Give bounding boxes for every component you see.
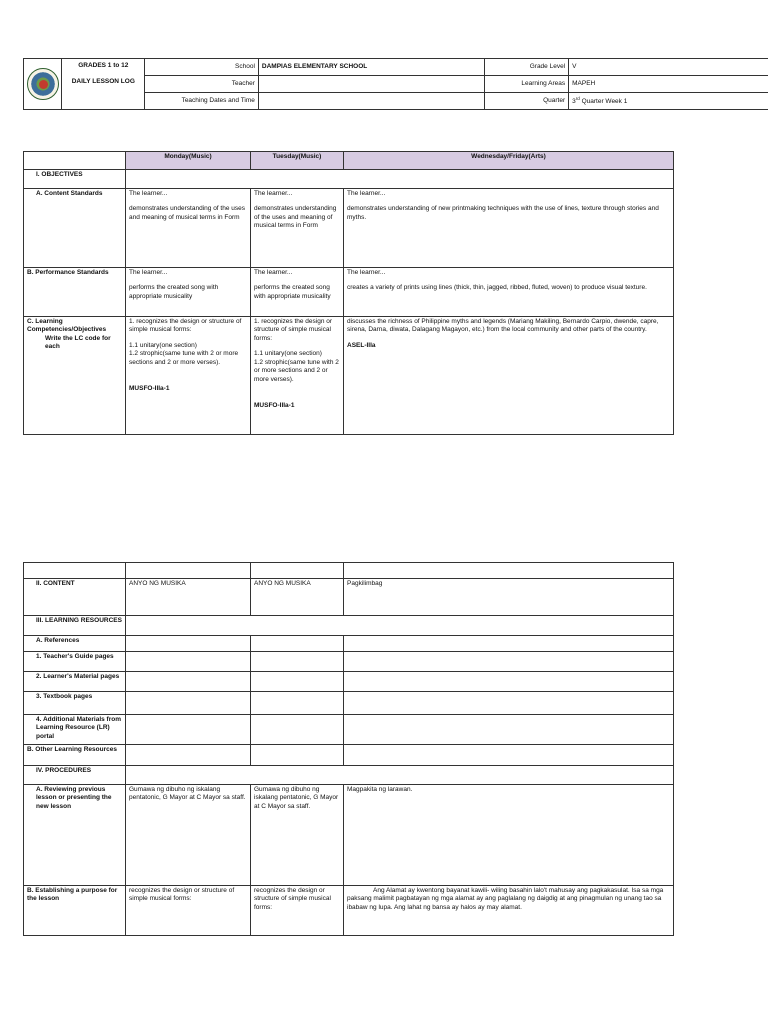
grade-value: V bbox=[569, 59, 768, 76]
teacher-value bbox=[258, 76, 484, 93]
performance-standards-tue: The learner... performs the created song with appropriate musicality bbox=[251, 268, 344, 317]
additional-materials-label: 4. Additional Materials from Learning Resource (LR) portal bbox=[24, 715, 126, 745]
areas-label: Learning Areas bbox=[484, 76, 568, 93]
deped-seal-icon bbox=[27, 68, 59, 100]
reviewing-mon: Gumawa ng dibuho ng iskalang pentatonic, G Mayor at C Mayor sa staff. bbox=[126, 785, 251, 886]
content-standards-wed: The learner... demonstrates understanding of new printmaking techniques with the use of lines, texture through stories and myths. bbox=[344, 189, 674, 268]
blank-cell bbox=[344, 715, 674, 745]
blank-cell bbox=[344, 745, 674, 766]
deped-seal bbox=[24, 59, 62, 110]
reviewing-tue: Gumawa ng dibuho ng iskalang pentatonic, G Mayor at C Mayor sa staff. bbox=[251, 785, 344, 886]
procedures-blank bbox=[126, 766, 674, 785]
purpose-tue: recognizes the design or structure of simple musical forms: bbox=[251, 886, 344, 936]
purpose-label: B. Establishing a purpose for the lesson bbox=[24, 886, 126, 936]
content-table bbox=[23, 562, 674, 936]
quarter-num: 3 bbox=[572, 97, 576, 105]
references-label: A. References bbox=[24, 636, 126, 652]
content-standards-mon: The learner... demonstrates understanding of the uses and meaning of musical terms in Form bbox=[126, 189, 251, 268]
content-wed: Pagkilimbag bbox=[344, 579, 674, 616]
blank-cell bbox=[126, 745, 251, 766]
col-wednesday-friday: Wednesday/Friday(Arts) bbox=[344, 152, 674, 170]
blank-cell bbox=[344, 636, 674, 652]
blank-cell bbox=[251, 745, 344, 766]
quarter-label: Quarter bbox=[484, 93, 568, 110]
learners-material-label: 2. Learner's Material pages bbox=[24, 672, 126, 692]
header-table bbox=[23, 58, 768, 110]
quarter-value bbox=[569, 93, 768, 110]
school-value: DAMPIAS ELEMENTARY SCHOOL bbox=[258, 59, 484, 76]
competencies-label: C. Learning Competencies/Objectives Write the LC code for each bbox=[24, 317, 126, 435]
corner-cell bbox=[24, 152, 126, 170]
blank-cell bbox=[251, 563, 344, 579]
blank-cell bbox=[251, 652, 344, 672]
competencies-wed: discusses the richness of Philippine myths and legends (Mariang Makiling, Bernardo Carpio, dwende, capre, sirena, Darna, diwata, Dalagang Magayon, etc.) from the local community and other parts of the country. ASEL-IIIa bbox=[344, 317, 674, 435]
blank-cell bbox=[126, 672, 251, 692]
lc-code-tue: MUSFO-IIIa-1 bbox=[254, 402, 295, 410]
reviewing-label: A. Reviewing previous lesson or presenting the new lesson bbox=[24, 785, 126, 886]
resources-label: III. LEARNING RESOURCES bbox=[24, 616, 126, 636]
dates-value bbox=[258, 93, 484, 110]
textbook-label: 3. Textbook pages bbox=[24, 692, 126, 715]
school-label: School bbox=[145, 59, 258, 76]
content-label: II. CONTENT bbox=[24, 579, 126, 616]
areas-value: MAPEH bbox=[569, 76, 768, 93]
quarter-sup: rd bbox=[575, 95, 580, 101]
content-standards-label: A. Content Standards bbox=[24, 189, 126, 268]
lc-code-mon: MUSFO-IIIa-1 bbox=[129, 385, 170, 393]
teachers-guide-label: 1. Teacher's Guide pages bbox=[24, 652, 126, 672]
teacher-label: Teacher bbox=[145, 76, 258, 93]
col-monday: Monday(Music) bbox=[126, 152, 251, 170]
content-mon: ANYO NG MUSIKA bbox=[126, 579, 251, 616]
dates-label: Teaching Dates and Time bbox=[145, 93, 258, 110]
blank-cell bbox=[126, 652, 251, 672]
objectives-table bbox=[23, 151, 674, 435]
reviewing-wed: Magpakita ng larawan. bbox=[344, 785, 674, 886]
blank-cell bbox=[344, 563, 674, 579]
objectives-label: I. OBJECTIVES bbox=[24, 170, 126, 189]
performance-standards-wed: The learner... creates a variety of prints using lines (thick, thin, jagged, ribbed, fluted, woven) to produce visual texture. bbox=[344, 268, 674, 317]
log-title bbox=[62, 59, 145, 110]
quarter-rest: Quarter Week 1 bbox=[579, 97, 628, 105]
performance-standards-label: B. Performance Standards bbox=[24, 268, 126, 317]
blank-cell bbox=[344, 672, 674, 692]
log-title-line2: DAILY LESSON LOG bbox=[71, 78, 135, 86]
blank-cell bbox=[251, 715, 344, 745]
blank-cell bbox=[344, 652, 674, 672]
purpose-wed: Ang Alamat ay kwentong bayanat kawili- wiling basahin lalo't mahusay ang pagkakasulat. Isa sa mga paksang malimit pagbatayan ng mga alamat ay ang paglalang ng daigdig at ang pinagmulan ng unang tao sa ibabaw ng lupa. Ang lahat ng bansa ay halos ay may alamat. bbox=[344, 886, 674, 936]
blank-cell bbox=[126, 715, 251, 745]
log-title-line1: GRADES 1 to 12 bbox=[78, 62, 129, 69]
competencies-tue: 1. recognizes the design or structure of simple musical forms: 1.1 unitary(one section) 1.2 strophic(same tune with 2 or more sections and 2 or more verses). MUSFO-IIIa-1 bbox=[251, 317, 344, 435]
lc-code-wed: ASEL-IIIa bbox=[347, 341, 376, 349]
other-resources-label: B. Other Learning Resources bbox=[24, 745, 126, 766]
blank-cell bbox=[126, 692, 251, 715]
grade-label: Grade Level bbox=[484, 59, 568, 76]
blank-cell bbox=[251, 692, 344, 715]
content-tue: ANYO NG MUSIKA bbox=[251, 579, 344, 616]
blank-cell bbox=[251, 672, 344, 692]
performance-standards-mon: The learner... performs the created song with appropriate musicality bbox=[126, 268, 251, 317]
resources-blank bbox=[126, 616, 674, 636]
blank-cell bbox=[126, 636, 251, 652]
blank-cell bbox=[24, 563, 126, 579]
competencies-mon: 1. recognizes the design or structure of simple musical forms: 1.1 unitary(one section) 1.2 strophic(same tune with 2 or more sections and 2 or more verses). MUSFO-IIIa-1 bbox=[126, 317, 251, 435]
blank-cell bbox=[344, 692, 674, 715]
procedures-label: IV. PROCEDURES bbox=[24, 766, 126, 785]
purpose-mon: recognizes the design or structure of simple musical forms: bbox=[126, 886, 251, 936]
objectives-blank bbox=[126, 170, 674, 189]
col-tuesday: Tuesday(Music) bbox=[251, 152, 344, 170]
content-standards-tue: The learner... demonstrates understanding of the uses and meaning of musical terms in Form bbox=[251, 189, 344, 268]
blank-cell bbox=[126, 563, 251, 579]
blank-cell bbox=[251, 636, 344, 652]
